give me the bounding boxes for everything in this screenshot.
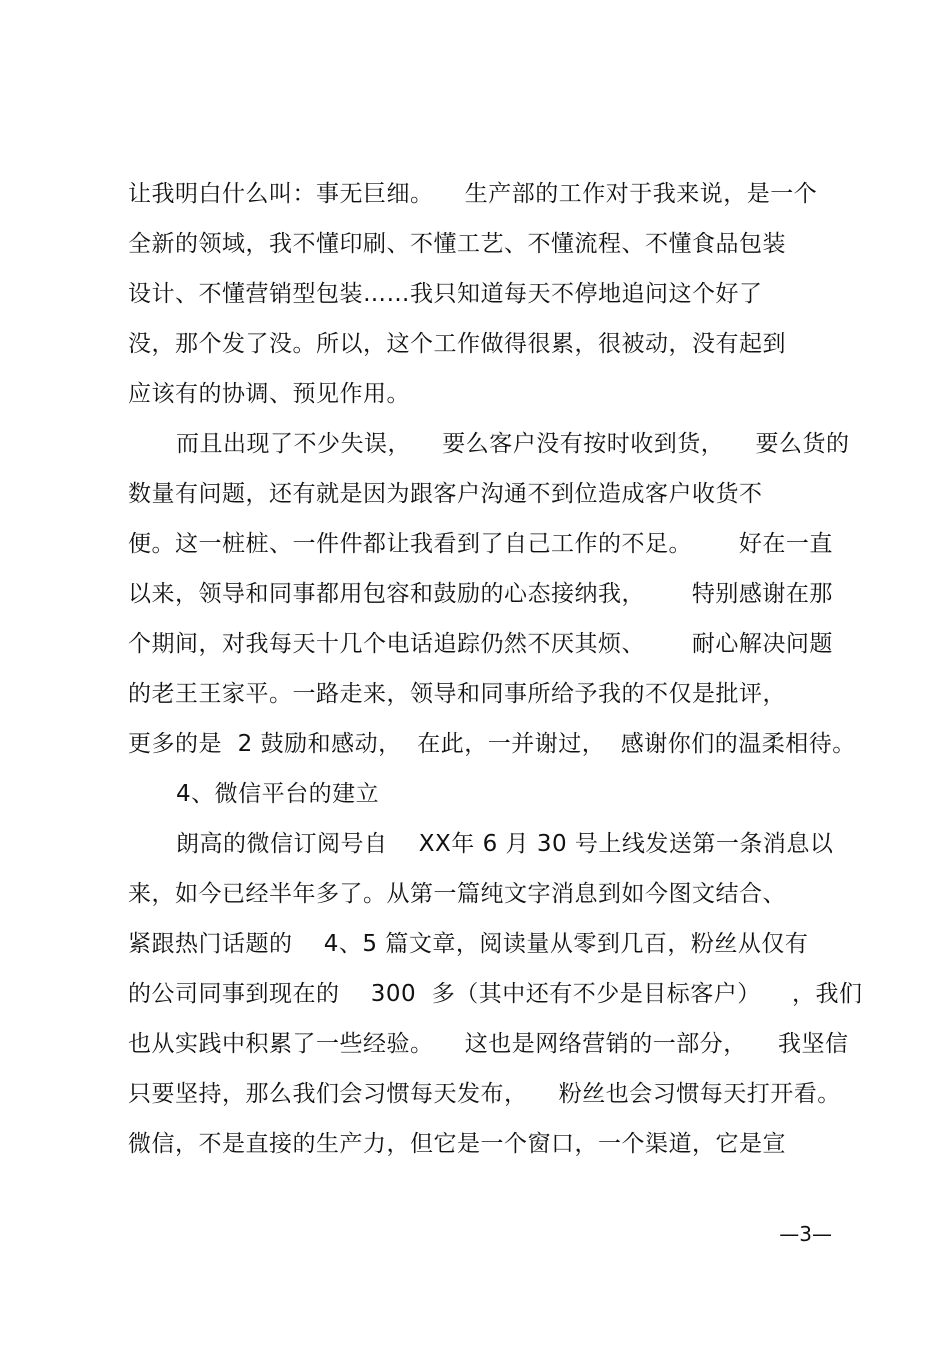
- text-line-2: 全新的领域，我不懂印刷、不懂工艺、不懂流程、不懂食品包装: [128, 231, 786, 257]
- text-line-1: 让我明白什么叫：事无巨细。 生产部的工作对于我来说，是一个: [128, 181, 818, 207]
- text-line-4: 没，那个发了没。所以，这个工作做得很累，很被动，没有起到: [128, 331, 786, 357]
- text-line-14: 朗高的微信订阅号自 XX年 6 月 30 号上线发送第一条消息以: [176, 831, 834, 857]
- text-line-19: 只要坚持，那么我们会习惯每天发布， 粉丝也会习惯每天打开看。: [128, 1081, 841, 1107]
- text-line-11: 的老王王家平。一路走来，领导和同事所给予我的不仅是批评，: [128, 681, 786, 707]
- text-line-6: 而且出现了不少失误， 要么客户没有按时收到货， 要么货的: [176, 431, 850, 457]
- text-line-18: 也从实践中积累了一些经验。 这也是网络营销的一部分， 我坚信: [128, 1031, 849, 1057]
- text-line-12: 更多的是 2 鼓励和感动， 在此，一并谢过， 感谢你们的温柔相待。: [128, 731, 856, 757]
- text-line-15: 来，如今已经半年多了。从第一篇纯文字消息到如今图文结合、: [128, 881, 786, 907]
- text-line-10: 个期间，对我每天十几个电话追踪仍然不厌其烦、 耐心解决问题: [128, 631, 833, 657]
- text-line-20: 微信，不是直接的生产力，但它是一个窗口，一个渠道，它是宣: [128, 1131, 786, 1157]
- section-heading: 4、微信平台的建立: [176, 781, 380, 807]
- text-line-8: 便。这一桩桩、一件件都让我看到了自己工作的不足。 好在一直: [128, 531, 833, 557]
- page-number: —3—: [779, 1222, 832, 1246]
- text-line-9: 以来，领导和同事都用包容和鼓励的心态接纳我， 特别感谢在那: [128, 581, 833, 607]
- text-line-3: 设计、不懂营销型包装……我只知道每天不停地追问这个好了: [128, 281, 763, 307]
- text-line-17: 的公司同事到现在的 300 多（其中还有不少是目标客户） ，我们: [128, 981, 863, 1007]
- text-line-7: 数量有问题，还有就是因为跟客户沟通不到位造成客户收货不: [128, 481, 763, 507]
- text-line-5: 应该有的协调、预见作用。: [128, 381, 410, 407]
- text-line-16: 紧跟热门话题的 4、5 篇文章，阅读量从零到几百，粉丝从仅有: [128, 931, 809, 957]
